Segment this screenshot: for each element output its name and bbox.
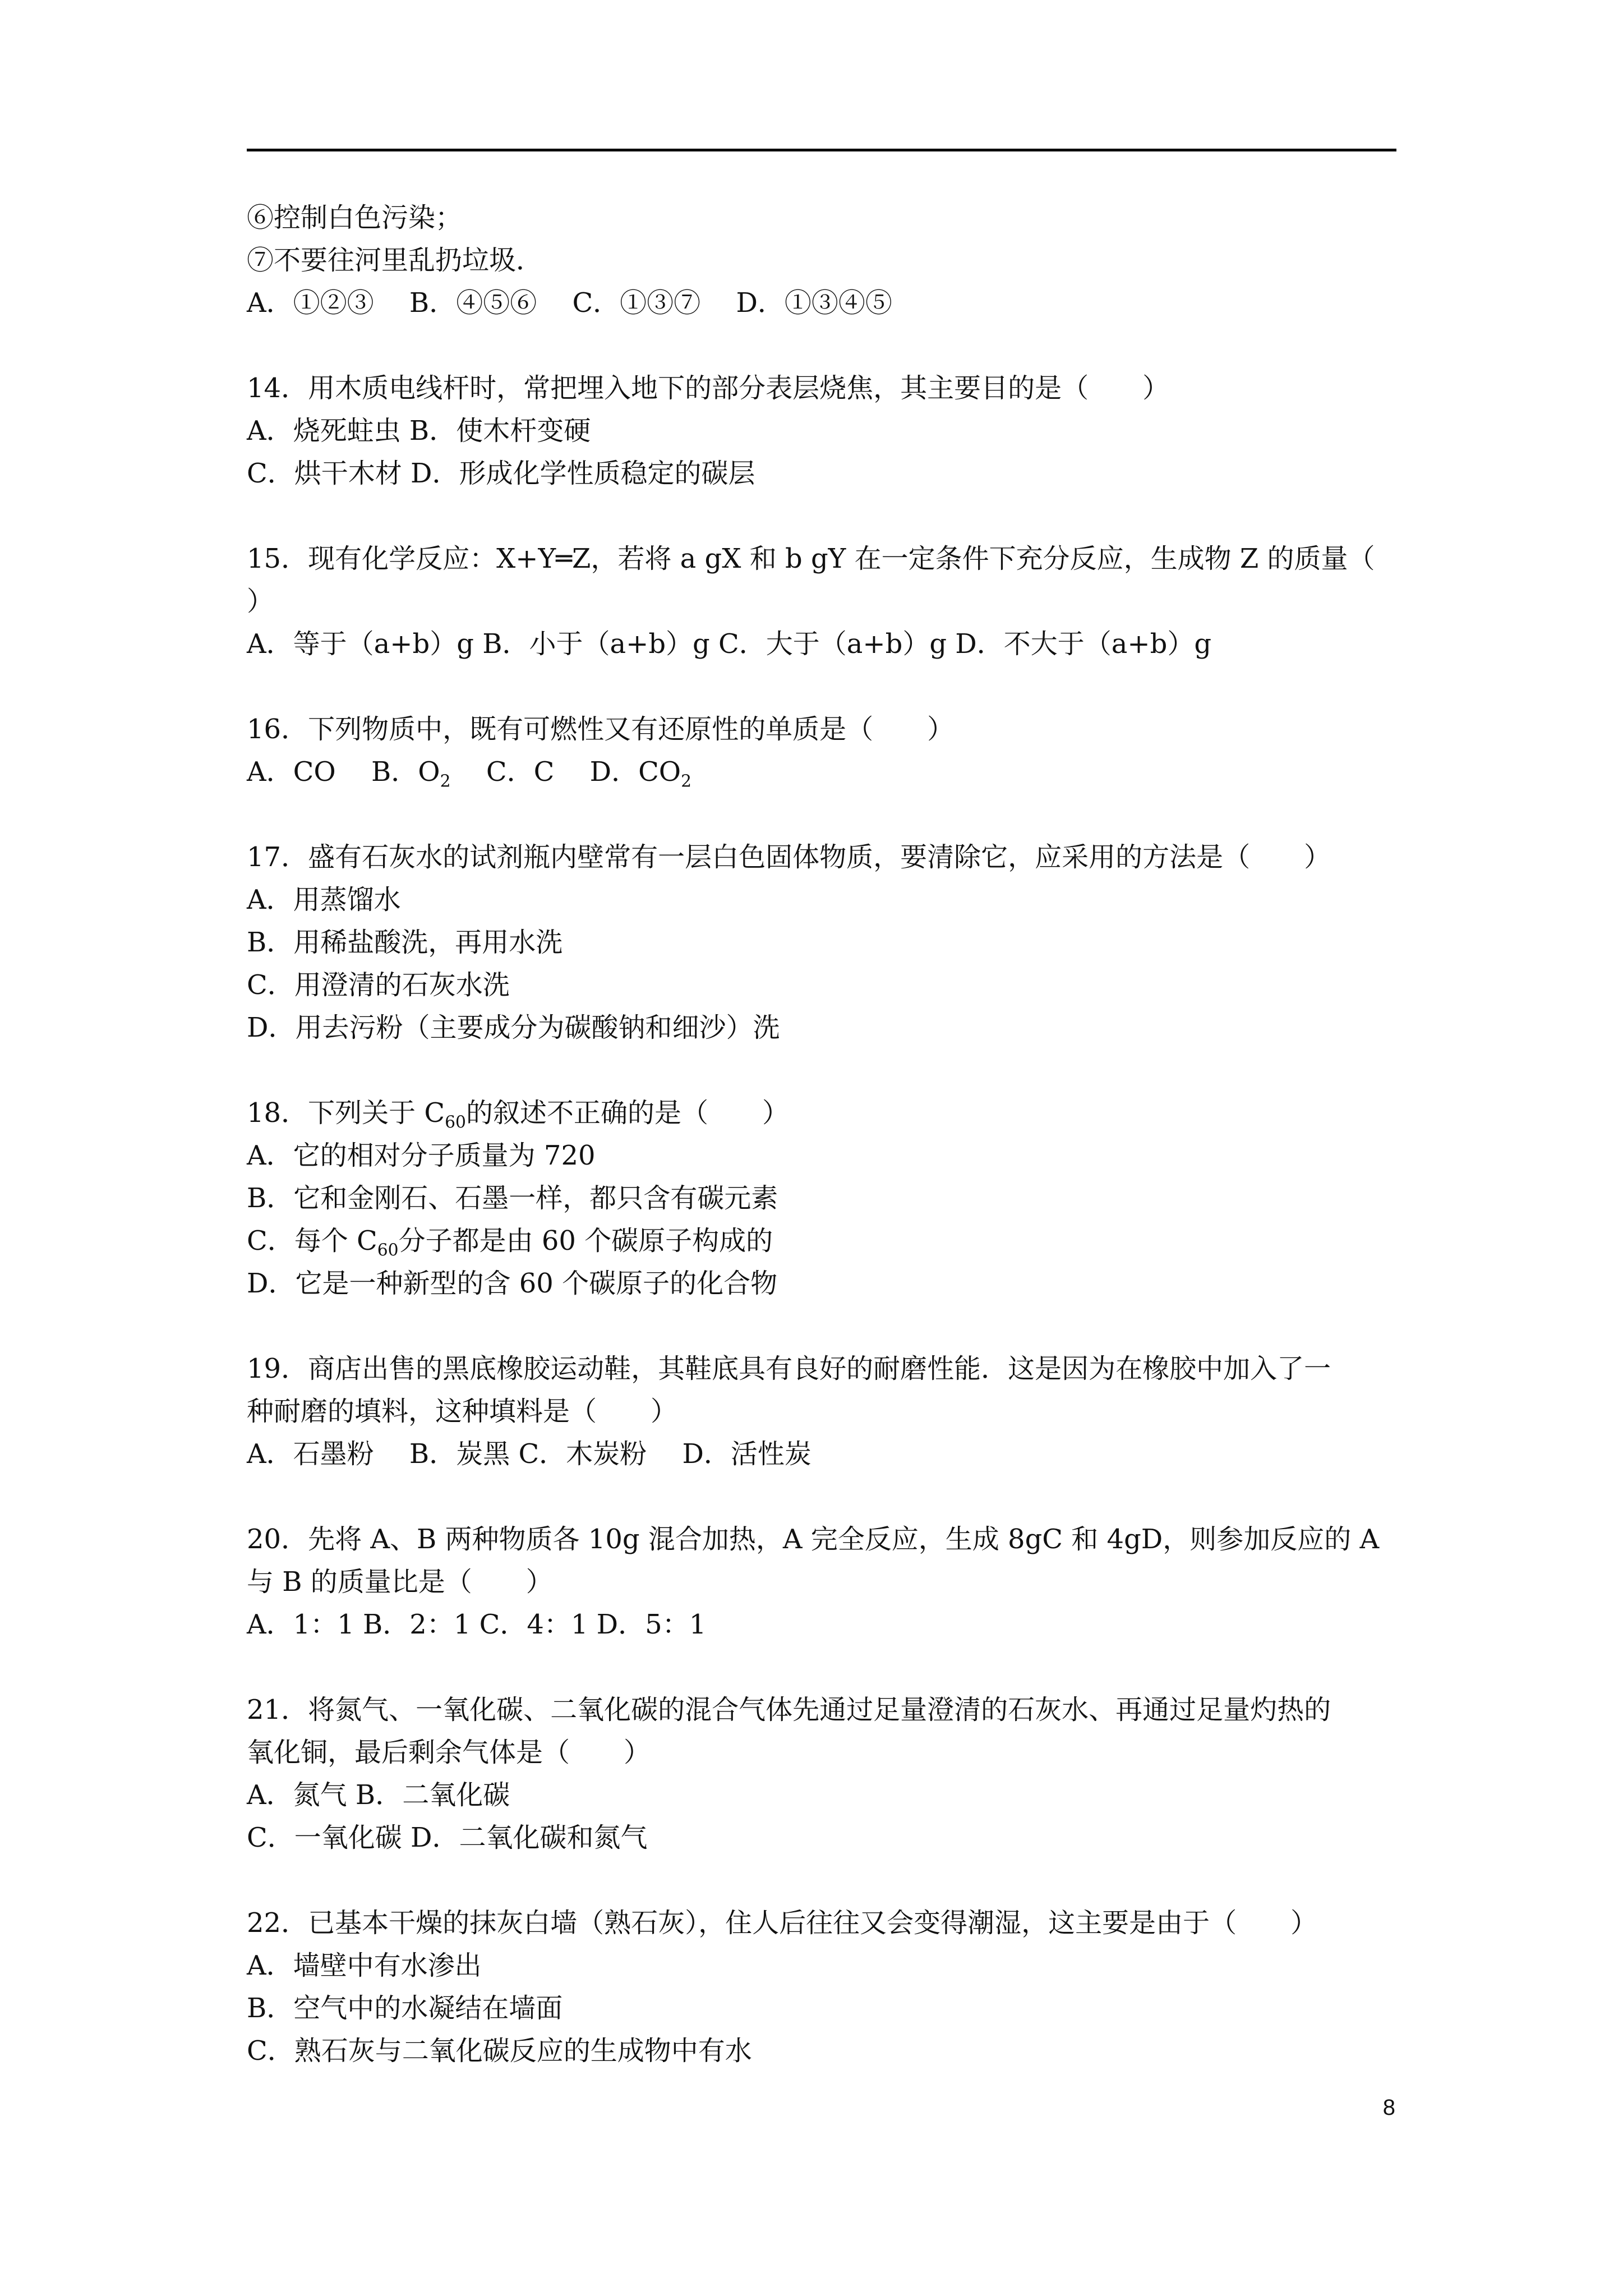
subscript: 60 bbox=[445, 1112, 466, 1133]
q17-stem: 17．盛有石灰水的试剂瓶内壁常有一层白色固体物质，要清除它，应采用的方法是（ ） bbox=[247, 841, 1331, 873]
q16-option-b-text: B．O bbox=[371, 756, 440, 788]
q17-option-d: D．用去污粉（主要成分为碳酸钠和细沙）洗 bbox=[247, 1012, 780, 1043]
q18-option-a: A．它的相对分子质量为 720 bbox=[247, 1140, 596, 1171]
text-line: ⑥控制白色污染； bbox=[247, 202, 463, 233]
q16-option-d bbox=[589, 756, 692, 792]
q16-option-c: C．C bbox=[450, 756, 590, 788]
q20-options: A．1：1 B．2：1 C．4：1 D．5：1 bbox=[247, 1609, 707, 1640]
q13-options: A．①②③ B．④⑤⑥ C．①③⑦ D．①③④⑤ bbox=[247, 287, 892, 319]
q18-stem bbox=[247, 1092, 1408, 1134]
q18-stem-text: 18．下列关于 C bbox=[247, 1097, 445, 1129]
q14-stem: 14．用木质电线杆时，常把埋入地下的部分表层烧焦，其主要目的是（ ） bbox=[247, 372, 1170, 404]
q21-stem: 21．将氮气、一氧化碳、二氧化碳的混合气体先通过足量澄清的石灰水、再通过足量灼热的 bbox=[247, 1694, 1331, 1726]
q14-options-row1: A．烧死蛀虫 B．使木杆变硬 bbox=[247, 415, 591, 447]
q21-options-row2: C．一氧化碳 D．二氧化碳和氮气 bbox=[247, 1822, 648, 1853]
q18-option-b: B．它和金刚石、石墨一样，都只含有碳元素 bbox=[247, 1182, 778, 1214]
q18-option-c bbox=[247, 1220, 1408, 1262]
q17-option-b: B．用稀盐酸洗，再用水洗 bbox=[247, 927, 563, 958]
question-content bbox=[247, 196, 1408, 2072]
page-number: 8 bbox=[1382, 2095, 1395, 2120]
q20-stem-cont: 与 B 的质量比是（ ） bbox=[247, 1566, 553, 1598]
q15-options: A．等于（a+b）g B．小于（a+b）g C．大于（a+b）g D．不大于（a+b）g bbox=[247, 628, 1212, 660]
q19-stem: 19．商店出售的黑底橡胶运动鞋，其鞋底具有良好的耐磨性能．这是因为在橡胶中加入了一 bbox=[247, 1353, 1331, 1384]
q19-options: A．石墨粉 B．炭黑 C．木炭粉 D．活性炭 bbox=[247, 1438, 811, 1470]
subscript: 2 bbox=[681, 771, 692, 792]
q15-stem: 15．现有化学反应：X+Y═Z，若将 a gX 和 b gY 在一定条件下充分反应，生成物 Z 的质量（ bbox=[247, 543, 1375, 574]
header-rule bbox=[247, 149, 1396, 151]
q20-stem: 20．先将 A、B 两种物质各 10g 混合加热，A 完全反应，生成 8gC 和 4gD，则参加反应的 A bbox=[247, 1524, 1380, 1555]
q22-option-c: C．熟石灰与二氧化碳反应的生成物中有水 bbox=[247, 2035, 752, 2067]
q18-option-c-text: C．每个 C bbox=[247, 1225, 377, 1257]
q16-option-d-text: D．CO bbox=[589, 756, 681, 788]
q16-stem: 16．下列物质中，既有可燃性又有还原性的单质是（ ） bbox=[247, 714, 955, 745]
text-line: ⑦不要往河里乱扔垃圾． bbox=[247, 245, 543, 276]
q16-option-a: A．CO bbox=[247, 756, 372, 788]
q15-stem-cont: ） bbox=[247, 586, 274, 617]
q22-stem: 22．已基本干燥的抹灰白墙（熟石灰），住人后往往又会变得潮湿，这主要是由于（ ） bbox=[247, 1907, 1318, 1939]
q14-options-row2: C．烘干木材 D．形成化学性质稳定的碳层 bbox=[247, 458, 755, 489]
q16-options bbox=[247, 751, 1408, 793]
q22-option-b: B．空气中的水凝结在墙面 bbox=[247, 1993, 563, 2024]
subscript: 2 bbox=[440, 771, 451, 792]
q21-options-row1: A．氮气 B．二氧化碳 bbox=[247, 1779, 510, 1811]
q16-option-b bbox=[371, 756, 451, 792]
q18-option-c-text: 分子都是由 60 个碳原子构成的 bbox=[398, 1225, 773, 1257]
q18-option-d: D．它是一种新型的含 60 个碳原子的化合物 bbox=[247, 1268, 778, 1299]
q19-stem-cont: 种耐磨的填料，这种填料是（ ） bbox=[247, 1396, 678, 1427]
q22-option-a: A．墙壁中有水渗出 bbox=[247, 1950, 482, 1981]
q17-option-c: C．用澄清的石灰水洗 bbox=[247, 969, 510, 1001]
q18-stem-text: 的叙述不正确的是（ ） bbox=[465, 1097, 789, 1129]
subscript: 60 bbox=[377, 1240, 399, 1260]
q17-option-a: A．用蒸馏水 bbox=[247, 884, 401, 915]
q21-stem-cont: 氧化铜，最后剩余气体是（ ） bbox=[247, 1737, 651, 1768]
